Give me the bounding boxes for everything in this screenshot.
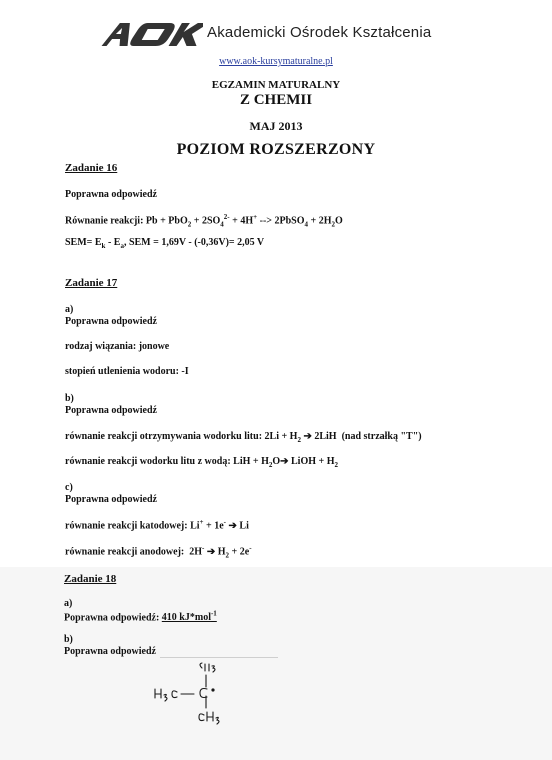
divider-line: [160, 657, 278, 658]
sem-label: SEM= E: [65, 237, 102, 248]
oxidation-state: stopień utlenienia wodoru: -I: [65, 366, 189, 377]
task-18-a-label: a): [64, 598, 73, 609]
exam-date: MAJ 2013: [249, 119, 303, 133]
task-17-a-label: a): [65, 304, 74, 315]
task-16-heading: Zadanie 16: [65, 162, 118, 174]
task-17-c-label: c): [65, 482, 73, 493]
subject-title: Z CHEMII: [239, 92, 313, 108]
bond-type: rodzaj wiązania: jonowe: [65, 341, 170, 352]
task-18-a-answer-label: Poprawna odpowiedź:: [64, 612, 160, 624]
enthalpy-value: 410 kJ*mol$^{-1}$: [161, 610, 217, 624]
cathode-reaction: równanie reakcji katodowej: Li+ + 1e- ➔ Li: [65, 518, 249, 532]
handwritten-structure: [150, 660, 240, 730]
website-link[interactable]: www.aok-kursymaturalne.pl: [219, 56, 333, 67]
brand-name: Akademicki Ośrodek Kształcenia: [207, 24, 432, 41]
lithium-hydride-synthesis: równanie reakcji otrzymywania wodorku litu: $2Li + H_2$ ➔ 2LiH (nad strzałką "T"): [65, 431, 422, 444]
synthesis-label: równanie reakcji otrzymywania wodorku litu:: [65, 431, 263, 442]
task-17-c-answer-label: Poprawna odpowiedź: [65, 494, 157, 505]
synthesis-note: (nad strzałką "T"): [341, 431, 422, 442]
task-18-b-answer-label: Poprawna odpowiedź: [64, 646, 156, 657]
water-reaction-label: równanie reakcji wodorku litu z wodą:: [65, 456, 231, 467]
cathode-label: równanie reakcji katodowej:: [65, 520, 188, 532]
sem-values: , SEM = 1,69V - (-0,36V)= 2,05 V: [123, 237, 265, 248]
task-17-b-label: b): [65, 393, 74, 404]
radical-dot: [211, 688, 214, 691]
task-18-b-label: b): [64, 634, 73, 645]
lithium-hydride-water: równanie reakcji wodorku litu z wodą: LiH + $H_2O➔$ LiOH + $H_2$: [65, 456, 338, 469]
task-18-heading: Zadanie 18: [64, 573, 117, 585]
task-17-heading: Zadanie 17: [65, 277, 118, 289]
task-16-answer-label: Poprawna odpowiedź: [65, 189, 157, 200]
anode-label: równanie reakcji anodowej:: [65, 546, 185, 558]
level-title: POZIOM ROZSZERZONY: [176, 141, 376, 158]
task-17-b-answer-label: Poprawna odpowiedź: [65, 405, 157, 416]
task-16-equation: Równanie reakcji: $Pb + PbO_2 + 2SO_4^{2-} + 4H^+$ --> 2PbSO$_4$ + $2H_2O$: [65, 213, 343, 229]
task-16-sem: $SEM= E_k - E_a$, SEM = 1,69V - (-0,36V)= 2,05 V: [65, 237, 265, 250]
task-18-a-answer: [64, 610, 217, 623]
aok-logo: [93, 20, 203, 48]
exam-title: EGZAMIN MATURALNY: [211, 79, 341, 91]
equation-label: Równanie reakcji:: [65, 215, 144, 227]
scanned-section-background: [0, 567, 552, 760]
anode-reaction: równanie reakcji anodowej: 2H- ➔ $H_2 + 2e^-$: [65, 544, 252, 560]
task-17-a-answer-label: Poprawna odpowiedź: [65, 316, 157, 327]
